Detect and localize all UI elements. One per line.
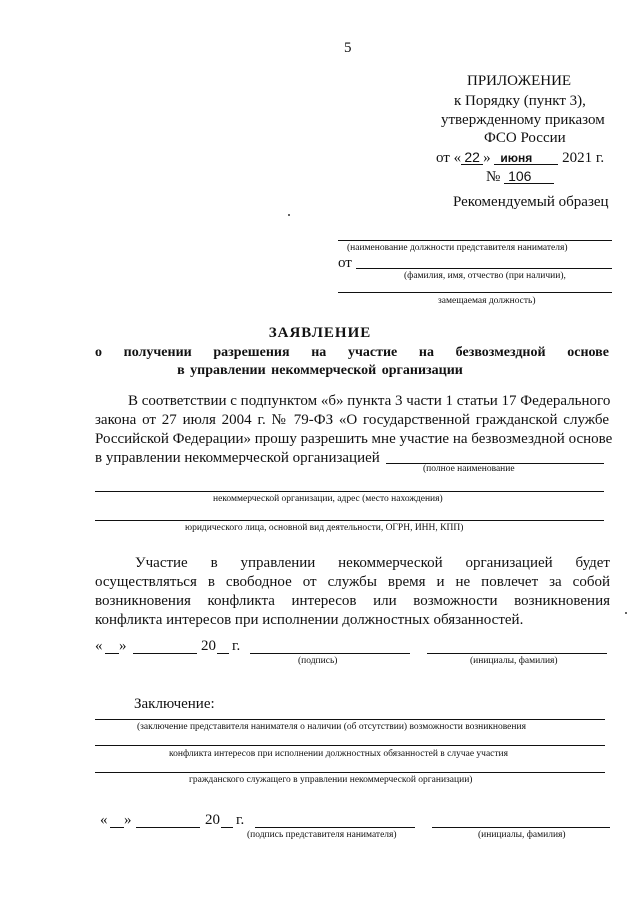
appendix-date-row: [436, 150, 611, 167]
subtitle-word: разрешения: [213, 345, 290, 360]
addressee-post-hint: замещаемая должность): [438, 296, 536, 306]
sign1-signature-hint: (подпись): [298, 656, 338, 666]
subtitle-word: получении: [123, 345, 192, 360]
addressee-fio-hint: (фамилия, имя, отчество (при наличии),: [404, 271, 566, 281]
sign2-month-line: [136, 827, 200, 828]
document-subtitle-line1: [95, 346, 609, 360]
sign1-month-line: [133, 653, 197, 654]
hint-org-address: некоммерческой организации, адрес (место нахождения): [213, 494, 443, 504]
document-subtitle-line2: в управлении некоммерческой организации: [177, 363, 463, 378]
appendix-number-row: [486, 169, 554, 185]
hint-legal-info: юридического лица, основной вид деятельности, ОГРН, ИНН, КПП): [185, 523, 464, 533]
addressee-fio-line: [356, 268, 612, 269]
date-mid: »: [483, 150, 491, 166]
sign2-date-close: »: [124, 812, 132, 828]
sign1-year: 20: [201, 638, 216, 654]
body2-line1: [135, 554, 610, 573]
sign2-day-line: [110, 827, 124, 828]
addressee-post-line: [338, 292, 612, 293]
date-day: 22: [461, 150, 483, 165]
subtitle-word: основе: [567, 345, 609, 360]
body1-line3: Российской Федерации» прошу разрешить мне участие на безвозмездной основе: [95, 431, 613, 447]
number-prefix: №: [486, 169, 501, 185]
sign1-year-line: [217, 653, 229, 654]
conclusion-line3: [95, 772, 605, 773]
scan-speck: [288, 214, 290, 216]
subtitle-word: безвозмездной: [455, 345, 546, 360]
addressee-position-line: [338, 240, 612, 241]
body1-line2: закона от 27 июля 2004 г. № 79-ФЗ «О государственной гражданской службе: [95, 412, 609, 428]
subtitle-word: о: [95, 345, 102, 360]
subtitle-word: участие: [347, 345, 398, 360]
body2-word: управлении: [240, 555, 316, 571]
sign2-year: 20: [205, 812, 220, 828]
body2-line4: конфликта интересов при исполнении должностных обязанностей.: [95, 612, 524, 628]
addressee-from-label: от: [338, 255, 352, 271]
sign1-date-close: »: [119, 638, 127, 654]
body2-word: Участие: [135, 555, 188, 571]
legal-info-line: [95, 520, 604, 521]
body2-line2: осуществляться в свободное от службы время и не повлечет за собой: [95, 574, 610, 590]
sign1-date-open: «: [95, 638, 103, 654]
order-number: 106: [504, 169, 554, 184]
appendix-line1: к Порядку (пункт 3),: [454, 93, 586, 109]
conclusion-hint3: гражданского служащего в управлении некоммерческой организации): [189, 775, 473, 785]
addressee-position-hint: (наименование должности представителя нанимателя): [347, 243, 568, 253]
page-number: 5: [344, 40, 352, 56]
hint-full-name: (полное наименование: [423, 464, 515, 474]
conclusion-line2: [95, 745, 605, 746]
conclusion-hint2: конфликта интересов при исполнении должностных обязанностей в случае участия: [169, 749, 508, 759]
body2-word: некоммерческой: [338, 555, 443, 571]
body1-line4: в управлении некоммерческой организацией: [95, 450, 380, 466]
sign2-year-line: [221, 827, 233, 828]
body2-word: в: [210, 555, 218, 571]
body2-line3: возникновения конфликта интересов или возможности возникновения: [95, 593, 610, 609]
date-year: 2021 г.: [562, 150, 605, 166]
appendix-title: ПРИЛОЖЕНИЕ: [467, 73, 572, 89]
appendix-line3: ФСО России: [484, 130, 566, 146]
sign2-signature-hint: (подпись представителя нанимателя): [247, 830, 397, 840]
conclusion-line1: [95, 719, 605, 720]
date-month: июня: [494, 152, 558, 165]
document-title: ЗАЯВЛЕНИЕ: [268, 325, 372, 341]
conclusion-label: Заключение:: [134, 696, 215, 712]
sign2-initials-line: [432, 827, 610, 828]
sign1-initials-hint: (инициалы, фамилия): [470, 656, 558, 666]
sample-note: Рекомендуемый образец: [453, 194, 609, 210]
sign1-initials-line: [427, 653, 607, 654]
body2-word: будет: [575, 555, 610, 571]
sign2-date-open: «: [100, 812, 108, 828]
scan-speck: [625, 612, 627, 614]
conclusion-hint1: (заключение представителя нанимателя о наличии (об отсутствии) возможности возникновения: [137, 722, 526, 732]
subtitle-word: на: [418, 345, 434, 360]
sign2-signature-line: [255, 827, 415, 828]
sign1-signature-line: [250, 653, 410, 654]
sign2-year-suffix: г.: [236, 812, 245, 828]
body2-word: организацией: [465, 555, 553, 571]
appendix-line2: утвержденному приказом: [441, 112, 605, 128]
sign2-initials-hint: (инициалы, фамилия): [478, 830, 566, 840]
body1-line1: В соответствии с подпунктом «б» пункта 3 части 1 статьи 17 Федерального: [128, 393, 611, 409]
org-address-line: [95, 491, 604, 492]
subtitle-word: на: [311, 345, 327, 360]
sign1-year-suffix: г.: [232, 638, 241, 654]
sign1-day-line: [105, 653, 119, 654]
date-prefix: от «: [436, 150, 462, 166]
